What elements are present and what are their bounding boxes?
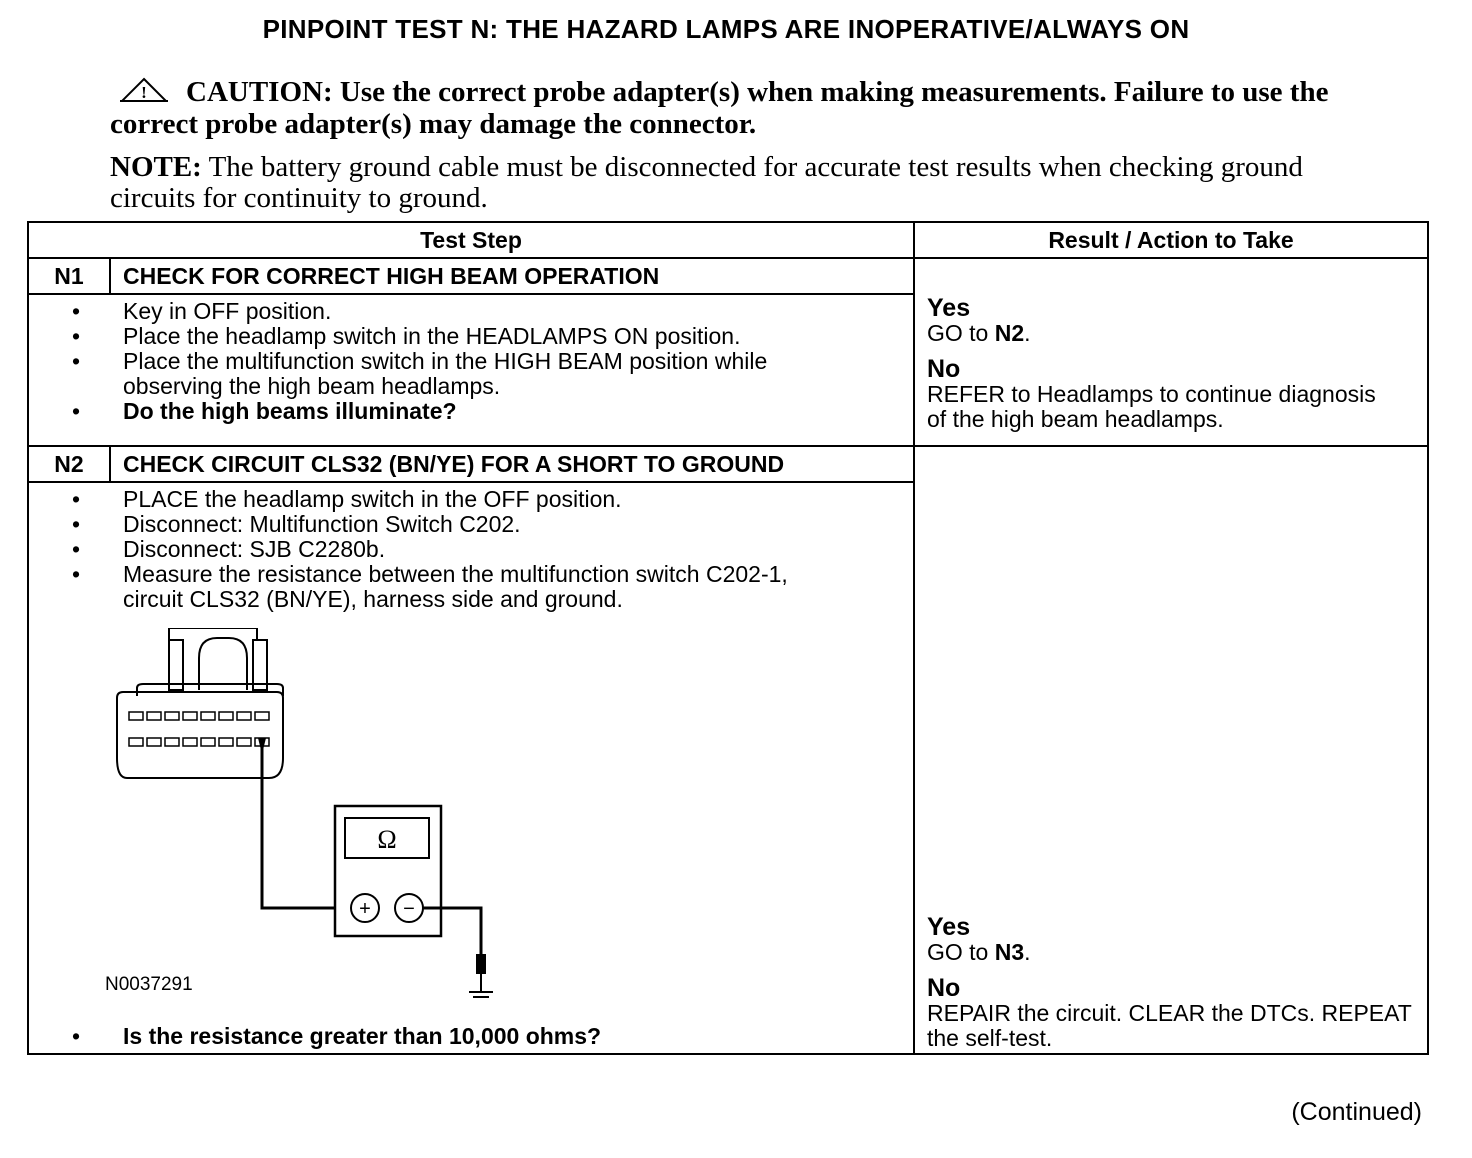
yes-label: Yes bbox=[927, 294, 971, 322]
step-body bbox=[28, 294, 914, 446]
no-label: No bbox=[927, 355, 961, 383]
list-item: • Do the high beams illuminate? bbox=[71, 398, 457, 424]
page-title: PINPOINT TEST N: THE HAZARD LAMPS ARE INOPERATIVE/ALWAYS ON bbox=[262, 14, 1190, 44]
svg-text:+: + bbox=[359, 898, 371, 920]
circuit-figure bbox=[105, 612, 901, 1024]
step-question: Do the high beams illuminate? bbox=[123, 398, 457, 424]
list-item: • Is the resistance greater than 10,000 ohms? bbox=[71, 1023, 602, 1049]
no-label: No bbox=[927, 974, 961, 1002]
table-header-row bbox=[28, 222, 1428, 258]
note-block bbox=[110, 152, 1330, 214]
step-heading: CHECK CIRCUIT CLS32 (BN/YE) FOR A SHORT TO GROUND bbox=[110, 446, 914, 482]
result-cell bbox=[914, 258, 1428, 446]
test-step-header: Test Step bbox=[28, 222, 914, 258]
list-item: • PLACE the headlamp switch in the OFF position. bbox=[71, 486, 622, 512]
svg-text:−: − bbox=[403, 898, 415, 920]
step-heading-row bbox=[28, 446, 1428, 482]
caution-text: Use the correct probe adapter(s) when making measurements. Failure to use the correct probe adapter(s) may damage the connector. bbox=[110, 76, 1329, 140]
ground-icon bbox=[469, 992, 493, 997]
note-text: The battery ground cable must be disconnected for accurate test results when checking ground circuits for continuity to ground. bbox=[110, 151, 1303, 214]
step-id: N1 bbox=[28, 258, 110, 294]
step-question: Is the resistance greater than 10,000 ohms? bbox=[123, 1023, 602, 1049]
yes-action: GO to N2. bbox=[927, 320, 1031, 346]
note-label: NOTE: bbox=[110, 151, 202, 183]
connector-body bbox=[117, 692, 283, 778]
step-body bbox=[28, 482, 914, 1054]
pinpoint-test-table bbox=[27, 221, 1429, 1055]
list-item: • Key in OFF position. bbox=[71, 298, 332, 324]
list-item: • Place the multifunction switch in the HIGH BEAM position while observing the high beam headlamps. bbox=[71, 348, 768, 399]
figure-code: N0037291 bbox=[105, 974, 193, 995]
ohm-symbol: Ω bbox=[377, 825, 397, 854]
connector-meter-diagram bbox=[107, 628, 577, 998]
no-action: REFER to Headlamps to continue diagnosis of the high beam headlamps. bbox=[927, 381, 1376, 432]
step-id: N2 bbox=[28, 446, 110, 482]
yes-label: Yes bbox=[927, 913, 971, 941]
yes-action: GO to N3. bbox=[927, 939, 1031, 965]
step-heading-row bbox=[28, 258, 1428, 294]
result-cell bbox=[914, 446, 1428, 1054]
step-heading: CHECK FOR CORRECT HIGH BEAM OPERATION bbox=[110, 258, 914, 294]
connector-pins bbox=[129, 712, 269, 746]
warning-icon bbox=[120, 77, 168, 103]
caution-label: CAUTION: bbox=[186, 76, 333, 108]
list-item: • Place the headlamp switch in the HEADLAMPS ON position. bbox=[71, 323, 741, 349]
result-header: Result / Action to Take bbox=[914, 222, 1428, 258]
list-item: • Disconnect: SJB C2280b. bbox=[71, 536, 386, 562]
caution-block bbox=[110, 76, 1330, 140]
list-item: • Measure the resistance between the multifunction switch C202-1, circuit CLS32 (BN/YE), harness side and ground. bbox=[71, 561, 788, 612]
continued-label: (Continued) bbox=[1291, 1098, 1422, 1126]
svg-text:!: ! bbox=[141, 83, 147, 102]
list-item: • Disconnect: Multifunction Switch C202. bbox=[71, 511, 521, 537]
no-action: REPAIR the circuit. CLEAR the DTCs. REPEAT the self-test. bbox=[927, 1000, 1412, 1051]
